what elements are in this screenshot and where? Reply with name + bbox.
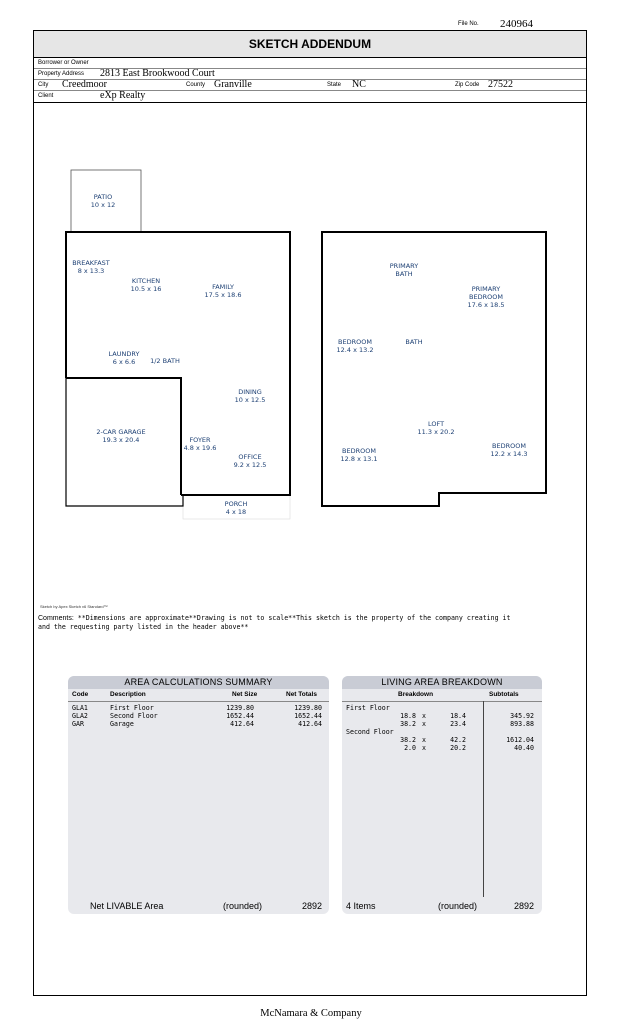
sketch-credit: Sketch by Apex Sketch v6 Standard™ [40, 604, 108, 609]
file-no-label: File No. [458, 21, 479, 27]
page-title: SKETCH ADDENDUM [34, 31, 586, 58]
room-bedroom-1: BEDROOM 12.4 x 13.2 [336, 338, 374, 354]
living-rounded-label: (rounded) [438, 901, 478, 911]
breakdown-cell-subtotal: 893.88 [510, 720, 534, 728]
room-bedroom-2: BEDROOM 12.8 x 13.1 [340, 447, 378, 463]
area-cell-net-size: 1239.80 [226, 704, 254, 712]
living-items-count: 4 Items [346, 901, 376, 911]
room-dining: DINING 10 x 12.5 [234, 388, 266, 404]
room-loft: LOFT 11.3 x 20.2 [417, 420, 455, 436]
breakdown-cell-x: x [422, 720, 426, 728]
room-garage: 2-CAR GARAGE 19.3 x 20.4 [96, 428, 146, 444]
property-address-label: Property Address [38, 71, 85, 77]
room-half-bath: 1/2 BATH [150, 357, 180, 365]
area-calculations-panel [68, 676, 329, 914]
property-address-value: 2813 East Brookwood Court [100, 68, 215, 79]
city-label: City [38, 82, 49, 88]
area-cell-net-size: 1652.44 [226, 712, 254, 720]
breakdown-cell-x: x [422, 736, 426, 744]
zip-value: 27522 [488, 79, 513, 90]
col-breakdown: Breakdown [398, 691, 434, 698]
col-net-totals: Net Totals [286, 691, 317, 698]
col-net-size: Net Size [232, 691, 258, 698]
area-calculations-title: AREA CALCULATIONS SUMMARY [68, 676, 329, 689]
net-livable-label: Net LIVABLE Area [90, 901, 164, 911]
breakdown-cell-subtotal: 345.92 [510, 712, 534, 720]
state-label: State [327, 82, 342, 88]
borrower-label: Borrower or Owner [38, 60, 89, 66]
area-cell-description: Garage [110, 720, 134, 728]
breakdown-cell-b: 20.2 [450, 744, 466, 752]
breakdown-cell-subtotal: 1612.04 [506, 736, 534, 744]
area-cell-net-size: 412.64 [230, 720, 254, 728]
second-floor-outline [322, 232, 546, 506]
net-livable-value: 2892 [302, 901, 323, 911]
comments [38, 614, 578, 632]
room-primary-bedroom: PRIMARY BEDROOM 17.6 x 18.5 [467, 285, 505, 309]
breakdown-floor-label: First Floor [346, 704, 390, 712]
county-value: Granville [214, 79, 252, 90]
state-value: NC [352, 79, 366, 90]
area-cell-code: GAR [72, 720, 84, 728]
breakdown-floor-label: Second Floor [346, 728, 394, 736]
col-subtotals: Subtotals [489, 691, 519, 698]
area-cell-net-total: 1239.80 [294, 704, 322, 712]
area-cell-description: Second Floor [110, 712, 158, 720]
room-laundry: LAUNDRY 6 x 6.6 [108, 350, 140, 366]
breakdown-cell-a: 38.2 [400, 736, 416, 744]
breakdown-cell-x: x [422, 744, 426, 752]
breakdown-cell-a: 38.2 [400, 720, 416, 728]
area-header-rule [68, 701, 329, 702]
room-primary-bath: PRIMARY BATH [389, 262, 419, 278]
room-family: FAMILY 17.5 x 18.6 [204, 283, 242, 299]
area-cell-code: GLA1 [72, 704, 88, 712]
breakdown-cell-a: 2.0 [404, 744, 416, 752]
room-patio: PATIO 10 x 12 [90, 193, 116, 209]
comments-label: Comments: [38, 615, 74, 622]
city-value: Creedmoor [62, 79, 107, 90]
breakdown-cell-b: 23.4 [450, 720, 466, 728]
living-area-panel [342, 676, 542, 914]
area-cell-description: First Floor [110, 704, 154, 712]
client-label: Client [38, 93, 54, 99]
breakdown-cell-subtotal: 40.40 [514, 744, 534, 752]
company-footer: McNamara & Company [260, 1008, 362, 1019]
breakdown-cell-b: 42.2 [450, 736, 466, 744]
room-office: OFFICE 9.2 x 12.5 [233, 453, 267, 469]
col-code: Code [72, 691, 89, 698]
room-foyer: FOYER 4.8 x 19.6 [183, 436, 217, 452]
file-no-value: 240964 [500, 18, 533, 30]
area-cell-net-total: 1652.44 [294, 712, 322, 720]
county-label: County [186, 82, 206, 88]
col-description: Description [110, 691, 146, 698]
living-header-rule [342, 701, 542, 702]
breakdown-cell-b: 18.4 [450, 712, 466, 720]
room-breakfast: BREAKFAST 8 x 13.3 [72, 259, 110, 275]
zip-label: Zip Code [455, 82, 480, 88]
area-cell-code: GLA2 [72, 712, 88, 720]
client-value: eXp Realty [100, 90, 146, 101]
living-area-title: LIVING AREA BREAKDOWN [342, 676, 542, 689]
comments-line-2: and the requesting party listed in the header above** [38, 623, 249, 631]
room-porch: PORCH 4 x 18 [224, 500, 248, 516]
breakdown-cell-x: x [422, 712, 426, 720]
room-kitchen: KITCHEN 10.5 x 16 [130, 277, 162, 293]
area-cell-net-total: 412.64 [298, 720, 322, 728]
area-rounded-label: (rounded) [223, 901, 263, 911]
subtotal-divider [483, 701, 484, 897]
room-bath: BATH [405, 338, 423, 346]
comments-line-1: **Dimensions are approximate**Drawing is not to scale**This sketch is the property of the company creating it [77, 614, 511, 622]
room-bedroom-3: BEDROOM 12.2 x 14.3 [490, 442, 528, 458]
living-total-value: 2892 [514, 901, 535, 911]
breakdown-cell-a: 18.8 [400, 712, 416, 720]
